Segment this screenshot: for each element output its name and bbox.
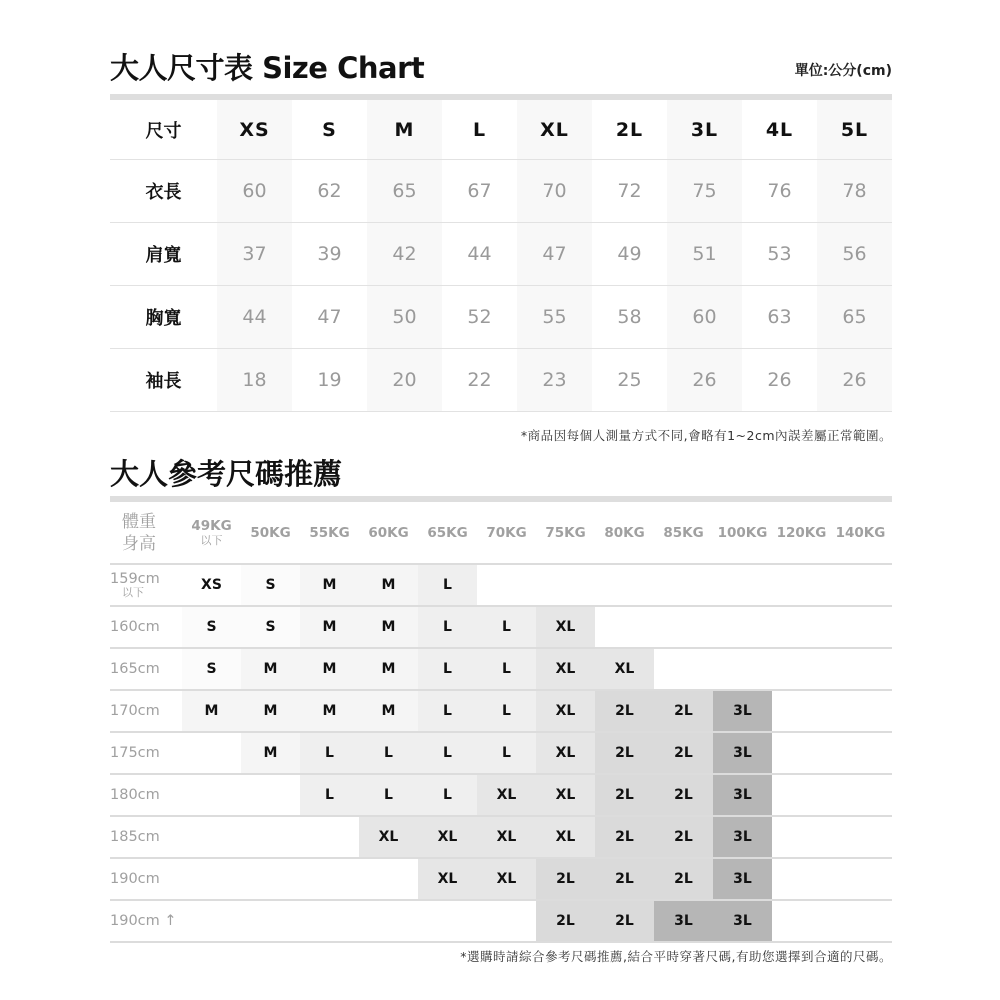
empty-cell bbox=[831, 733, 890, 773]
measurement-value: 39 bbox=[317, 243, 342, 265]
recommendation-table bbox=[110, 502, 892, 943]
measurement-row bbox=[110, 286, 892, 349]
recommended-size-cell: L bbox=[359, 733, 418, 773]
weight-header bbox=[536, 502, 595, 563]
measurement-value: 19 bbox=[317, 369, 342, 391]
size-header-4l: 4L bbox=[765, 118, 794, 141]
recommended-size-cell: M bbox=[241, 649, 300, 689]
recommended-size-cell: XL bbox=[477, 817, 536, 857]
height-label-cell bbox=[110, 859, 182, 899]
height-label: 180cm bbox=[110, 787, 160, 803]
measurement-label: 衣長 bbox=[145, 182, 182, 203]
empty-cell bbox=[831, 565, 890, 605]
measurement-value: 60 bbox=[667, 286, 742, 348]
measurement-value: 50 bbox=[367, 286, 442, 348]
height-sublabel: 以下 bbox=[122, 586, 144, 599]
size-header-3l: 3L bbox=[667, 100, 742, 159]
measurement-value: 67 bbox=[467, 180, 492, 202]
recommendation-note: *選購時請綜合參考尺碼推薦,結合平時穿著尺碼,有助您選擇到合適的尺碼。 bbox=[460, 949, 892, 964]
size-chart-table bbox=[110, 100, 892, 412]
recommended-size-cell: M bbox=[359, 607, 418, 647]
weight-label: 140KG bbox=[835, 524, 886, 541]
recommended-size-cell: L bbox=[418, 565, 477, 605]
recommended-size-cell: L bbox=[477, 691, 536, 731]
measurement-value: 26 bbox=[767, 369, 792, 391]
size-header-5l: 5L bbox=[817, 100, 892, 159]
recommended-size-cell: 3L bbox=[654, 901, 713, 941]
empty-cell bbox=[831, 607, 890, 647]
height-label: 165cm bbox=[110, 661, 160, 677]
recommended-size-cell: 3L bbox=[713, 859, 772, 899]
measurement-value: 42 bbox=[367, 223, 442, 285]
measurement-value: 51 bbox=[667, 223, 742, 285]
height-label-cell bbox=[110, 733, 182, 773]
height-label: 159cm bbox=[110, 571, 160, 587]
recommended-size-cell: M bbox=[241, 691, 300, 731]
measurement-value: 18 bbox=[217, 349, 292, 411]
recommended-size-cell: 2L bbox=[536, 901, 595, 941]
measurement-value: 44 bbox=[217, 286, 292, 348]
empty-cell bbox=[831, 859, 890, 899]
recommended-size-cell: 2L bbox=[536, 859, 595, 899]
measurement-label: 胸寬 bbox=[145, 308, 182, 329]
empty-cell bbox=[831, 901, 890, 941]
recommended-size-cell: 2L bbox=[595, 733, 654, 773]
recommended-size-cell: S bbox=[241, 565, 300, 605]
empty-cell bbox=[241, 859, 300, 899]
weight-header bbox=[713, 502, 772, 563]
empty-cell bbox=[300, 859, 359, 899]
empty-cell bbox=[241, 901, 300, 941]
size-header-l: L bbox=[472, 118, 487, 141]
height-row bbox=[110, 649, 892, 691]
weight-header bbox=[241, 502, 300, 563]
recommended-size-cell: XL bbox=[536, 691, 595, 731]
corner-header bbox=[110, 502, 182, 563]
empty-cell bbox=[477, 565, 536, 605]
measurement-value: 65 bbox=[817, 286, 892, 348]
recommended-size-cell: M bbox=[359, 649, 418, 689]
size-header-s: S bbox=[322, 118, 337, 141]
recommended-size-cell: 2L bbox=[595, 817, 654, 857]
measurement-row bbox=[110, 160, 892, 223]
measurement-value: 49 bbox=[617, 243, 642, 265]
recommended-size-cell: XL bbox=[418, 859, 477, 899]
measurement-value: 72 bbox=[617, 180, 642, 202]
empty-cell bbox=[241, 775, 300, 815]
weight-header bbox=[477, 502, 536, 563]
empty-cell bbox=[182, 733, 241, 773]
measurement-value: 58 bbox=[617, 306, 642, 328]
weight-header bbox=[772, 502, 831, 563]
recommendation-title: 大人參考尺碼推薦 bbox=[110, 457, 343, 491]
weight-header bbox=[595, 502, 654, 563]
recommended-size-cell: S bbox=[182, 649, 241, 689]
recommended-size-cell: M bbox=[300, 649, 359, 689]
empty-cell bbox=[772, 817, 831, 857]
weight-header bbox=[831, 502, 890, 563]
empty-cell bbox=[831, 649, 890, 689]
measurement-value: 52 bbox=[467, 306, 492, 328]
weight-label: 70KG bbox=[486, 524, 527, 541]
empty-cell bbox=[772, 565, 831, 605]
height-label-cell bbox=[110, 691, 182, 731]
recommended-size-cell: XL bbox=[536, 817, 595, 857]
height-label: 190cm bbox=[110, 871, 160, 887]
empty-cell bbox=[359, 859, 418, 899]
weight-sublabel: 以下 bbox=[200, 534, 223, 547]
measurement-value: 65 bbox=[367, 160, 442, 222]
measurement-value: 60 bbox=[217, 160, 292, 222]
empty-cell bbox=[536, 565, 595, 605]
recommended-size-cell: L bbox=[477, 607, 536, 647]
weight-label: 80KG bbox=[604, 524, 645, 541]
weight-header bbox=[359, 502, 418, 563]
unit-label: 單位:公分(cm) bbox=[794, 63, 892, 79]
empty-cell bbox=[831, 817, 890, 857]
measurement-value: 70 bbox=[517, 160, 592, 222]
recommended-size-cell: 2L bbox=[654, 817, 713, 857]
measurement-value: 76 bbox=[767, 180, 792, 202]
height-axis-label: 身高 bbox=[122, 533, 156, 554]
recommended-size-cell: 3L bbox=[713, 817, 772, 857]
empty-cell bbox=[713, 565, 772, 605]
recommended-size-cell: L bbox=[418, 733, 477, 773]
recommended-size-cell: 2L bbox=[595, 901, 654, 941]
recommended-size-cell: 2L bbox=[654, 775, 713, 815]
empty-cell bbox=[595, 607, 654, 647]
size-header-m: M bbox=[367, 100, 442, 159]
weight-label: 75KG bbox=[545, 524, 586, 541]
measurement-value: 55 bbox=[517, 286, 592, 348]
measurement-value: 63 bbox=[767, 306, 792, 328]
recommended-size-cell: L bbox=[477, 733, 536, 773]
empty-cell bbox=[300, 817, 359, 857]
height-label: 170cm bbox=[110, 703, 160, 719]
recommended-size-cell: XS bbox=[182, 565, 241, 605]
size-header-row bbox=[110, 100, 892, 160]
height-row bbox=[110, 565, 892, 607]
measurement-row bbox=[110, 223, 892, 286]
height-row bbox=[110, 691, 892, 733]
measurement-value: 23 bbox=[517, 349, 592, 411]
weight-label: 120KG bbox=[776, 524, 827, 541]
recommended-size-cell: M bbox=[182, 691, 241, 731]
recommended-size-cell: L bbox=[300, 733, 359, 773]
measurement-value: 53 bbox=[767, 243, 792, 265]
weight-label: 85KG bbox=[663, 524, 704, 541]
empty-cell bbox=[831, 691, 890, 731]
height-label-cell bbox=[110, 607, 182, 647]
height-label: 175cm bbox=[110, 745, 160, 761]
measurement-row bbox=[110, 349, 892, 412]
measurement-value: 25 bbox=[617, 369, 642, 391]
recommended-size-cell: 2L bbox=[654, 733, 713, 773]
empty-cell bbox=[418, 901, 477, 941]
empty-cell bbox=[595, 565, 654, 605]
recommended-size-cell: XL bbox=[418, 817, 477, 857]
measurement-label: 肩寬 bbox=[145, 245, 182, 266]
recommended-size-cell: S bbox=[241, 607, 300, 647]
weight-header bbox=[654, 502, 713, 563]
size-header-xs: XS bbox=[217, 100, 292, 159]
recommended-size-cell: 2L bbox=[654, 859, 713, 899]
height-row bbox=[110, 817, 892, 859]
weight-header bbox=[418, 502, 477, 563]
empty-cell bbox=[182, 859, 241, 899]
empty-cell bbox=[772, 649, 831, 689]
recommended-size-cell: XL bbox=[595, 649, 654, 689]
recommended-size-cell: 3L bbox=[713, 691, 772, 731]
recommended-size-cell: XL bbox=[536, 607, 595, 647]
weight-header-row bbox=[110, 502, 892, 565]
height-row bbox=[110, 901, 892, 943]
height-label-cell bbox=[110, 817, 182, 857]
empty-cell bbox=[772, 775, 831, 815]
empty-cell bbox=[831, 775, 890, 815]
weight-header bbox=[182, 502, 241, 563]
recommended-size-cell: 2L bbox=[595, 691, 654, 731]
size-chart-title: 大人尺寸表 Size Chart bbox=[110, 51, 425, 85]
measurement-label: 袖長 bbox=[145, 371, 182, 392]
weight-axis-label: 體重 bbox=[122, 511, 156, 532]
empty-cell bbox=[772, 733, 831, 773]
empty-cell bbox=[772, 859, 831, 899]
recommended-size-cell: XL bbox=[536, 775, 595, 815]
empty-cell bbox=[182, 817, 241, 857]
weight-label: 55KG bbox=[309, 524, 350, 541]
measurement-value: 75 bbox=[667, 160, 742, 222]
height-label-cell bbox=[110, 775, 182, 815]
recommended-size-cell: 3L bbox=[713, 733, 772, 773]
weight-label: 50KG bbox=[250, 524, 291, 541]
empty-cell bbox=[182, 775, 241, 815]
recommended-size-cell: M bbox=[300, 691, 359, 731]
recommended-size-cell: S bbox=[182, 607, 241, 647]
height-label: 160cm bbox=[110, 619, 160, 635]
weight-label: 60KG bbox=[368, 524, 409, 541]
height-label-cell bbox=[110, 901, 182, 941]
empty-cell bbox=[241, 817, 300, 857]
recommended-size-cell: M bbox=[241, 733, 300, 773]
header-label: 尺寸 bbox=[145, 120, 182, 142]
empty-cell bbox=[713, 649, 772, 689]
measurement-value: 47 bbox=[517, 223, 592, 285]
measurement-value: 78 bbox=[817, 160, 892, 222]
empty-cell bbox=[654, 565, 713, 605]
height-row bbox=[110, 775, 892, 817]
recommended-size-cell: 3L bbox=[713, 775, 772, 815]
recommended-size-cell: 2L bbox=[595, 775, 654, 815]
empty-cell bbox=[300, 901, 359, 941]
measurement-value: 56 bbox=[817, 223, 892, 285]
recommended-size-cell: XL bbox=[477, 775, 536, 815]
measurement-value: 47 bbox=[317, 306, 342, 328]
recommended-size-cell: 2L bbox=[654, 691, 713, 731]
recommended-size-cell: L bbox=[418, 691, 477, 731]
size-header-2l: 2L bbox=[615, 118, 644, 141]
weight-header bbox=[300, 502, 359, 563]
recommended-size-cell: XL bbox=[536, 649, 595, 689]
measurement-value: 37 bbox=[217, 223, 292, 285]
empty-cell bbox=[772, 607, 831, 647]
measurement-value: 22 bbox=[467, 369, 492, 391]
recommended-size-cell: 2L bbox=[595, 859, 654, 899]
recommended-size-cell: L bbox=[418, 607, 477, 647]
measurement-note: *商品因每個人測量方式不同,會略有1~2cm內誤差屬正常範圍。 bbox=[520, 428, 892, 443]
recommended-size-cell: M bbox=[359, 565, 418, 605]
height-row bbox=[110, 859, 892, 901]
height-label-cell bbox=[110, 649, 182, 689]
empty-cell bbox=[654, 607, 713, 647]
weight-label: 65KG bbox=[427, 524, 468, 541]
height-label-cell bbox=[110, 565, 182, 605]
recommended-size-cell: L bbox=[418, 649, 477, 689]
empty-cell bbox=[713, 607, 772, 647]
recommended-size-cell: XL bbox=[359, 817, 418, 857]
weight-label: 49KG bbox=[191, 518, 232, 534]
empty-cell bbox=[654, 649, 713, 689]
weight-label: 100KG bbox=[717, 524, 768, 541]
recommended-size-cell: L bbox=[359, 775, 418, 815]
recommended-size-cell: M bbox=[300, 607, 359, 647]
measurement-value: 26 bbox=[817, 349, 892, 411]
empty-cell bbox=[772, 901, 831, 941]
recommended-size-cell: L bbox=[300, 775, 359, 815]
height-label: 185cm bbox=[110, 829, 160, 845]
empty-cell bbox=[182, 901, 241, 941]
recommended-size-cell: M bbox=[359, 691, 418, 731]
height-label: 190cm ↑ bbox=[110, 913, 177, 929]
recommended-size-cell: XL bbox=[477, 859, 536, 899]
empty-cell bbox=[772, 691, 831, 731]
measurement-value: 26 bbox=[667, 349, 742, 411]
recommended-size-cell: L bbox=[477, 649, 536, 689]
recommended-size-cell: M bbox=[300, 565, 359, 605]
empty-cell bbox=[477, 901, 536, 941]
measurement-value: 44 bbox=[467, 243, 492, 265]
recommended-size-cell: L bbox=[418, 775, 477, 815]
height-row bbox=[110, 607, 892, 649]
empty-cell bbox=[359, 901, 418, 941]
height-row bbox=[110, 733, 892, 775]
size-header-xl: XL bbox=[517, 100, 592, 159]
recommended-size-cell: XL bbox=[536, 733, 595, 773]
recommended-size-cell: 3L bbox=[713, 901, 772, 941]
measurement-value: 20 bbox=[367, 349, 442, 411]
measurement-value: 62 bbox=[317, 180, 342, 202]
